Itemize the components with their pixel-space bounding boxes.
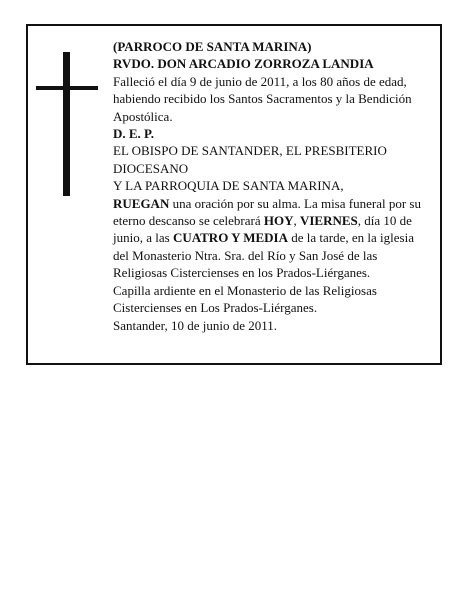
viernes-word: VIERNES: [299, 213, 358, 229]
funeral-date: , día 10 de junio, a las: [113, 213, 412, 246]
mourners-line-1: EL OBISPO DE SANTANDER, EL PRESBITERIO DIOCESANO: [113, 143, 387, 176]
funeral-place: de la tarde, en la iglesia del Monasterio Ntra. Sra. del Río y San José de las Religiosas Cistercienses en los Prados-Liérganes.: [113, 230, 414, 281]
obituary-text: [113, 38, 431, 334]
deceased-name: RVDO. DON ARCADIO ZORROZA LANDIA: [113, 56, 374, 72]
chapel-details: Capilla ardiente en el Monasterio de las Religiosas Cistercienses en Los Prados-Liérganes.: [113, 282, 377, 316]
mourners-line-2: Y LA PARROQUIA DE SANTA MARINA,: [113, 178, 344, 194]
funeral-time: CUATRO Y MEDIA: [172, 230, 289, 246]
hoy-word: HOY: [263, 213, 294, 229]
death-details: Falleció el día 9 de junio de 2011, a los 80 años de edad, habiendo recibido los Santos Sacramentos y la Bendición Apostólica.: [113, 73, 412, 124]
signoff-line: Santander, 10 de junio de 2011.: [113, 317, 277, 333]
ruegan-word: RUEGAN: [113, 195, 170, 211]
cross-vertical-bar: [63, 52, 70, 196]
funeral-details: [113, 195, 431, 282]
prayer-request: una oración por su alma. La misa funeral por su eterno descanso se celebrará: [113, 195, 421, 229]
notice-header: (PARROCO DE SANTA MARINA): [113, 39, 312, 54]
comma-separator: ,: [293, 213, 300, 229]
dep-line: D. E. P.: [113, 126, 155, 142]
latin-cross-icon: [36, 52, 100, 196]
cross-horizontal-bar: [36, 86, 98, 90]
